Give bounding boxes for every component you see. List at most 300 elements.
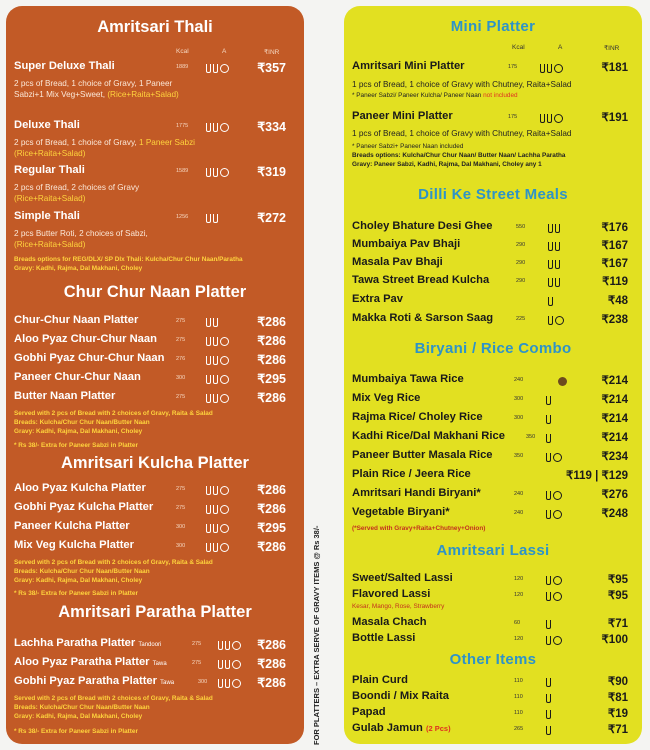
item-price: ₹100: [601, 634, 628, 646]
item-name: Masala Chach: [352, 616, 427, 628]
dairy-icon: [206, 505, 211, 514]
item-name: Paneer Mini Platter: [352, 110, 453, 122]
section-note: Served with 2 pcs of Bread with 2 choices of Gravy, Raita & Salad: [14, 695, 213, 702]
dairy-icon: [546, 453, 551, 462]
nut-icon: [220, 375, 229, 384]
allergen-icons: [546, 707, 551, 721]
item-price: ₹119 | ₹129: [566, 470, 628, 482]
left-menu-panel: [6, 6, 304, 744]
item-name: Amritsari Mini Platter: [352, 60, 465, 72]
allergen-icons: [548, 239, 560, 253]
right-menu-panel: [344, 6, 642, 744]
item-name: Gobhi Pyaz Kulcha Platter: [14, 501, 154, 513]
nut-icon: [220, 543, 229, 552]
gluten-icon: [213, 337, 218, 346]
allergen-icons: [546, 675, 551, 689]
item-description: 2 pcs of Bread, 1 choice of Gravy, 1 Paneer Sabzi (Rice+Raita+Salad): [14, 138, 196, 158]
item-kcal: 110: [514, 678, 523, 684]
section-note: Breads options for REG/DLX/ SP Dlx Thali: Kulcha/Chur Chur Naan/Paratha: [14, 256, 243, 263]
gluten-icon: [213, 543, 218, 552]
dairy-icon: [540, 114, 545, 123]
section-note: Gravy: Kadhi, Rajma, Dal Makhani, Choley: [14, 265, 143, 272]
allergen-icons: [206, 502, 229, 516]
dairy-icon: [546, 576, 551, 585]
item-name: Sweet/Salted Lassi: [352, 572, 453, 584]
item-price: ₹286: [257, 502, 286, 516]
item-kcal: 110: [514, 694, 523, 700]
gluten-icon: [225, 641, 230, 650]
nut-icon: [553, 592, 562, 601]
allergen-icons: [206, 372, 229, 386]
menu-item: [6, 164, 304, 182]
dairy-icon: [206, 337, 211, 346]
section-note: * Rs 38/- Extra for Paneer Sabzi in Platter: [14, 442, 138, 449]
gluten-icon: [213, 524, 218, 533]
nut-icon: [232, 641, 241, 650]
menu-item: [6, 501, 304, 519]
item-name: Simple Thali: [14, 210, 80, 222]
gluten-icon: [213, 168, 218, 177]
item-price: ₹276: [601, 489, 628, 501]
item-kcal: 275: [192, 641, 202, 647]
allergen-icons: [206, 391, 229, 405]
allergen-icons: [206, 483, 229, 497]
item-name: Mix Veg Rice: [352, 392, 421, 404]
dairy-icon: [218, 641, 223, 650]
lassi-flavors: Kesar, Mango, Rose, Strawberry: [352, 603, 445, 610]
item-kcal: 175: [508, 114, 518, 120]
side-note: FOR PLATTERS – EXTRA SERVE OF GRAVY ITEMS @ Rs 38/-: [312, 525, 321, 745]
item-name: Bottle Lassi: [352, 632, 416, 644]
item-kcal: 275: [176, 337, 186, 343]
menu-item: [344, 373, 642, 391]
item-kcal: 275: [176, 394, 186, 400]
menu-item: [6, 60, 304, 78]
gluten-icon: [546, 710, 551, 719]
item-name: Aloo Pyaz Kulcha Platter: [14, 482, 146, 494]
item-kcal: 240: [514, 510, 524, 516]
allergen-icons: [218, 638, 241, 652]
nut-icon: [220, 123, 229, 132]
section-title-paratha-platter: Amritsari Paratha Platter: [58, 603, 252, 621]
menu-item: [6, 637, 304, 655]
dairy-icon: [546, 726, 551, 735]
item-price: ₹234: [601, 451, 628, 463]
allergen-icons: [540, 61, 563, 75]
item-note: * Paneer Sabzi/ Paneer Kulcha/ Paneer Naan not included: [352, 92, 518, 99]
item-kcal: 300: [514, 396, 524, 402]
inr-header: ₹INR: [264, 49, 280, 56]
item-kcal: 1889: [176, 64, 189, 70]
allergen-icons: [546, 691, 551, 705]
gluten-icon: [213, 486, 218, 495]
item-kcal: 275: [176, 318, 186, 324]
item-name: Paneer Kulcha Platter: [14, 520, 130, 532]
dairy-icon: [218, 660, 223, 669]
nut-icon: [220, 524, 229, 533]
allergen-icons: [546, 488, 562, 502]
dairy-icon: [546, 510, 551, 519]
dairy-icon: [546, 415, 551, 424]
section-title-kulcha-platter: Amritsari Kulcha Platter: [61, 454, 249, 472]
item-name: Masala Pav Bhaji: [352, 256, 443, 268]
item-kcal: 275: [176, 486, 186, 492]
allergen-icons: [546, 723, 551, 737]
menu-item: [344, 632, 642, 650]
section-title-amritsari-lassi: Amritsari Lassi: [436, 542, 550, 559]
gluten-icon: [225, 660, 230, 669]
section-note: Gravy: Kadhi, Rajma, Dal Makhani, Choley: [14, 713, 143, 720]
gluten-icon: [225, 679, 230, 688]
item-kcal: 120: [514, 636, 524, 642]
menu-item: [344, 487, 642, 505]
item-name: Paneer Butter Masala Rice: [352, 449, 493, 461]
item-name: Makka Roti & Sarson Saag: [352, 312, 494, 324]
nut-icon: [553, 453, 562, 462]
gluten-icon: [213, 505, 218, 514]
item-price: ₹286: [257, 334, 286, 348]
section-note: Breads options: Kulcha/Chur Chur Naan/ Butter Naan/ Lachha Paratha: [352, 152, 566, 159]
gluten-icon: [548, 297, 553, 306]
dairy-icon: [546, 434, 551, 443]
item-price: ₹295: [257, 521, 286, 535]
section-note: Breads: Kulcha/Chur Chur Naan/Butter Naan: [14, 704, 150, 711]
allergen-icons: [546, 589, 562, 603]
section-title-dilli-street-meals: Dilli Ke Street Meals: [418, 186, 568, 203]
menu-item: [6, 333, 304, 351]
allergen-header: A: [558, 44, 563, 51]
menu-item: [344, 722, 642, 740]
item-description: 2 pcs of Bread, 1 choice of Gravy, 1 Paneer Sabzi+1 Mix Veg+Sweet, (Rice+Raita+Salad): [14, 79, 179, 99]
nut-icon: [553, 636, 562, 645]
menu-item: [6, 371, 304, 389]
dairy-icon: [206, 356, 211, 365]
item-price: ₹191: [601, 112, 628, 124]
allergen-icons: [540, 111, 563, 125]
dairy-icon: [548, 260, 553, 269]
item-price: ₹19: [607, 708, 628, 720]
item-name: Mix Veg Kulcha Platter: [14, 539, 134, 551]
item-note: * Paneer Sabzi+ Paneer Naan included: [352, 143, 464, 150]
menu-item: [6, 675, 304, 693]
nut-icon: [220, 486, 229, 495]
item-name: Plain Curd: [352, 674, 408, 686]
allergen-icons: [546, 507, 562, 521]
dairy-icon: [546, 491, 551, 500]
nut-icon: [554, 114, 563, 123]
allergen-icons: [206, 165, 229, 179]
item-kcal: 300: [198, 679, 208, 685]
item-name: Extra Pav: [352, 293, 403, 305]
section-note: Served with 2 pcs of Bread with 2 choices of Gravy, Raita & Salad: [14, 559, 213, 566]
nut-icon: [220, 168, 229, 177]
menu-item: [344, 411, 642, 429]
item-price: ₹214: [601, 432, 628, 444]
menu-item: [344, 312, 642, 330]
menu-item: [344, 274, 642, 292]
dairy-icon: [540, 64, 545, 73]
item-name: Aloo Pyaz Chur-Chur Naan: [14, 333, 157, 345]
item-price: ₹81: [607, 692, 628, 704]
seed-icon: [558, 377, 567, 386]
item-price: ₹71: [607, 618, 628, 630]
section-note: Gravy: Kadhi, Rajma, Dal Makhani, Choley: [14, 428, 143, 435]
item-kcal: 240: [514, 491, 524, 497]
item-name: Amritsari Handi Biryani*: [352, 487, 481, 499]
menu-item: [6, 352, 304, 370]
item-name: Gobhi Pyaz Chur-Chur Naan: [14, 352, 165, 364]
dairy-icon: [206, 394, 211, 403]
item-price: ₹71: [607, 724, 628, 736]
allergen-icons: [546, 450, 562, 464]
item-price: ₹286: [257, 391, 286, 405]
menu-item: [344, 220, 642, 238]
dairy-icon: [546, 592, 551, 601]
item-kcal: 550: [516, 224, 526, 230]
item-description: 2 pcs Butter Roti, 2 choices of Sabzi, (Rice+Raita+Salad): [14, 229, 148, 249]
allergen-icons: [218, 676, 241, 690]
item-price: ₹286: [257, 353, 286, 367]
dairy-icon: [206, 64, 211, 73]
gluten-icon: [213, 394, 218, 403]
item-price: ₹214: [601, 375, 628, 387]
item-price: ₹119: [602, 276, 628, 288]
dairy-icon: [206, 123, 211, 132]
section-note: * Rs 38/- Extra for Paneer Sabzi in Platter: [14, 728, 138, 735]
item-price: ₹286: [257, 657, 286, 671]
section-title-amritsari-thali: Amritsari Thali: [97, 18, 213, 36]
allergen-icons: [546, 617, 551, 631]
menu-item: [344, 293, 642, 311]
dairy-icon: [546, 678, 551, 687]
nut-icon: [220, 356, 229, 365]
item-kcal: 350: [514, 453, 524, 459]
menu-item: [6, 210, 304, 228]
item-name: Butter Naan Platter: [14, 390, 116, 402]
item-description: 2 pcs of Bread, 2 choices of Gravy (Rice+Raita+Salad): [14, 183, 140, 203]
dairy-icon: [548, 224, 553, 233]
item-name: Papad: [352, 706, 386, 718]
item-kcal: 350: [526, 434, 536, 440]
item-price: ₹357: [257, 61, 286, 75]
nut-icon: [554, 64, 563, 73]
item-price: ₹95: [607, 590, 628, 602]
menu-item: [6, 390, 304, 408]
nut-icon: [553, 576, 562, 585]
gluten-icon: [213, 375, 218, 384]
allergen-icons: [206, 61, 229, 75]
item-kcal: 300: [176, 543, 186, 549]
item-price: ₹214: [601, 413, 628, 425]
gluten-icon: [547, 64, 552, 73]
item-description: 1 pcs of Bread, 1 choice of Gravy with Chutney, Raita+Salad: [352, 129, 572, 138]
item-name: Regular Thali: [14, 164, 85, 176]
item-name: Super Deluxe Thali: [14, 60, 115, 72]
nut-icon: [553, 491, 562, 500]
gluten-icon: [213, 318, 218, 327]
item-price: ₹238: [601, 314, 628, 326]
allergen-icons: [548, 275, 560, 289]
dairy-icon: [206, 318, 211, 327]
item-name: Boondi / Mix Raita: [352, 690, 449, 702]
menu-item: [344, 392, 642, 410]
dairy-icon: [206, 214, 211, 223]
menu-item: [344, 60, 642, 78]
section-note: * Rs 38/- Extra for Paneer Sabzi in Platter: [14, 590, 138, 597]
allergen-icons: [218, 657, 241, 671]
item-description: 1 pcs of Bread, 1 choice of Gravy with Chutney, Raita+Salad: [352, 80, 572, 89]
gluten-icon: [213, 64, 218, 73]
nut-icon: [553, 510, 562, 519]
item-kcal: 300: [176, 375, 186, 381]
dairy-icon: [206, 524, 211, 533]
section-note: Breads: Kulcha/Chur Chur Naan/Butter Naan: [14, 419, 150, 426]
item-kcal: 120: [514, 576, 524, 582]
item-name: Paneer Chur-Chur Naan: [14, 371, 141, 383]
nut-icon: [220, 394, 229, 403]
item-name: Flavored Lassi: [352, 588, 431, 600]
item-price: ₹95: [607, 574, 628, 586]
section-note: (*Served with Gravy+Raita+Chutney+Onion): [352, 525, 486, 532]
menu-item: [344, 430, 642, 448]
item-price: ₹319: [257, 165, 286, 179]
nut-icon: [232, 679, 241, 688]
item-kcal: 240: [514, 377, 524, 383]
dairy-icon: [546, 636, 551, 645]
item-kcal: 275: [192, 660, 202, 666]
item-kcal: 120: [514, 592, 524, 598]
item-name: Rajma Rice/ Choley Rice: [352, 411, 483, 423]
item-price: ₹286: [257, 315, 286, 329]
inr-header: ₹INR: [604, 45, 620, 52]
menu-item: [6, 539, 304, 557]
item-price: ₹48: [607, 295, 628, 307]
menu-item: [6, 119, 304, 137]
item-price: ₹334: [257, 120, 286, 134]
gluten-icon: [555, 224, 560, 233]
nut-icon: [220, 64, 229, 73]
item-kcal: 290: [516, 260, 526, 266]
gluten-icon: [213, 123, 218, 132]
dairy-icon: [218, 679, 223, 688]
item-kcal: 300: [514, 415, 524, 421]
menu-item: [344, 449, 642, 467]
dairy-icon: [546, 396, 551, 405]
menu-item: [344, 110, 642, 128]
item-name: Choley Bhature Desi Ghee: [352, 220, 493, 232]
gluten-icon: [555, 260, 560, 269]
item-name: Plain Rice / Jeera Rice: [352, 468, 471, 480]
section-note: Gravy: Paneer Sabzi, Kadhi, Rajma, Dal Makhani, Choley any 1: [352, 161, 542, 168]
gluten-icon: [547, 114, 552, 123]
item-name: Gobhi Pyaz Paratha Platter Tawa: [14, 675, 175, 687]
allergen-icons: [206, 120, 229, 134]
item-kcal: 275: [176, 505, 186, 511]
item-kcal: 300: [176, 524, 186, 530]
allergen-icons: [206, 211, 218, 225]
menu-item: [344, 238, 642, 256]
item-name: Aloo Pyaz Paratha Platter Tawa: [14, 656, 167, 668]
section-note: Served with 2 pcs of Bread with 2 choices of Gravy, Raita & Salad: [14, 410, 213, 417]
nut-icon: [555, 316, 564, 325]
section-note: Breads: Kulcha/Chur Chur Naan/Butter Naan: [14, 568, 150, 575]
kcal-header: Kcal: [176, 48, 189, 55]
item-name: Vegetable Biryani*: [352, 506, 450, 518]
item-kcal: 276: [176, 356, 186, 362]
allergen-icons: [558, 374, 567, 388]
item-kcal: 110: [514, 710, 523, 716]
allergen-icons: [548, 221, 560, 235]
item-kcal: 290: [516, 242, 526, 248]
gluten-icon: [555, 242, 560, 251]
section-title-chur-chur-naan: Chur Chur Naan Platter: [63, 283, 247, 301]
section-title-mini-platter: Mini Platter: [450, 18, 536, 35]
item-price: ₹181: [601, 62, 628, 74]
dairy-icon: [206, 168, 211, 177]
gluten-icon: [213, 356, 218, 365]
item-price: ₹286: [257, 676, 286, 690]
gluten-icon: [213, 214, 218, 223]
item-price: ₹248: [601, 508, 628, 520]
item-price: ₹167: [601, 240, 628, 252]
nut-icon: [220, 337, 229, 346]
allergen-icons: [546, 573, 562, 587]
menu-item: [344, 256, 642, 274]
dairy-icon: [206, 486, 211, 495]
item-kcal: 175: [508, 64, 518, 70]
item-kcal: 1256: [176, 214, 189, 220]
item-price: ₹286: [257, 483, 286, 497]
section-title-other-items: Other Items: [449, 651, 537, 668]
allergen-icons: [548, 257, 560, 271]
allergen-icons: [206, 315, 218, 329]
dairy-icon: [206, 375, 211, 384]
menu-item: [6, 656, 304, 674]
menu-item: [6, 482, 304, 500]
item-name: Deluxe Thali: [14, 119, 80, 131]
item-price: ₹286: [257, 540, 286, 554]
section-title-biryani-rice-combo: Biryani / Rice Combo: [414, 340, 572, 357]
item-price: ₹167: [601, 258, 628, 270]
item-price: ₹90: [607, 676, 628, 688]
kcal-header: Kcal: [512, 44, 525, 51]
allergen-icons: [546, 412, 551, 426]
allergen-icons: [546, 393, 551, 407]
item-name: Chur-Chur Naan Platter: [14, 314, 139, 326]
menu-item: [6, 314, 304, 332]
item-name: Lachha Paratha Platter Tandoori: [14, 637, 162, 649]
allergen-icons: [206, 540, 229, 554]
allergen-icons: [206, 521, 229, 535]
item-kcal: 225: [516, 316, 526, 322]
dairy-icon: [546, 620, 551, 629]
item-price: ₹295: [257, 372, 286, 386]
item-name: Mumbaiya Pav Bhaji: [352, 238, 461, 250]
item-price: ₹272: [257, 211, 286, 225]
item-name: Tawa Street Bread Kulcha: [352, 274, 490, 286]
dairy-icon: [548, 242, 553, 251]
gluten-icon: [555, 278, 560, 287]
item-price: ₹176: [601, 222, 628, 234]
item-kcal: 1775: [176, 123, 189, 129]
item-name: Kadhi Rice/Dal Makhani Rice: [352, 430, 505, 442]
allergen-icons: [546, 633, 562, 647]
item-kcal: 60: [514, 620, 521, 626]
menu-item: [344, 468, 642, 486]
allergen-icons: [206, 353, 229, 367]
menu-item: [344, 506, 642, 524]
item-price: ₹286: [257, 638, 286, 652]
